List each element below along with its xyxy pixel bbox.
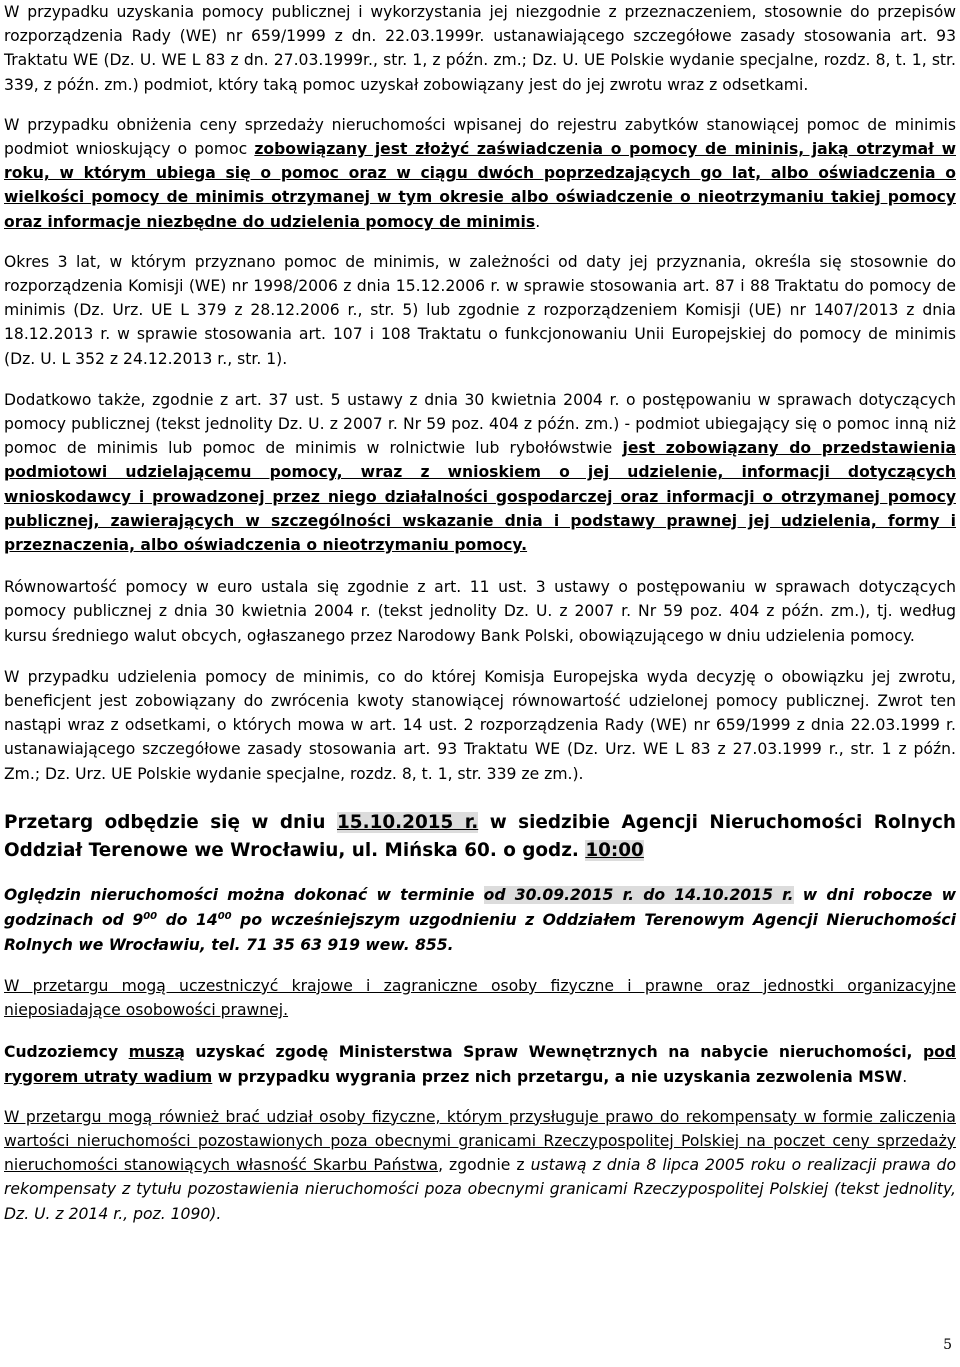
inspection-lead: Oględzin nieruchomości można dokonać w terminie [4, 885, 484, 904]
paragraph-de-minimis-certificate [4, 113, 956, 234]
inspection-dates: od 30.09.2015 r. do 14.10.2015 r. [483, 885, 794, 904]
auction-location: w siedzibie Agencji Nieruchomości Rolnych Oddział Terenowe we Wrocławiu, ul. Mińska 60. o godz. [4, 811, 956, 861]
text-e: w przypadku wygrania przez nich przetargu, a nie uzyskania zezwolenia MSW [212, 1067, 903, 1086]
paragraph-additional-obligation [4, 388, 956, 557]
inspection-sup-1: 00 [143, 910, 158, 922]
inspection-info [4, 883, 956, 958]
text-plain: , zgodnie z [438, 1156, 531, 1175]
text-emphasis: jest zobowiązany do przedstawienia podmiotowi udzielającemu pomocy, wraz z wnioskiem o jej udzielenie, informacji dotyczących wnioskodawcy i prowadzonej przez niego działalności gospodarczej oraz informacji o otrzymanej pomocy publicznej, zawierających w szczególności wskazanie dnia i podstawy prawnej jej udzielenia, formy i przeznaczenia, albo oświadczenia o nieotrzymaniu pomocy. [4, 439, 956, 555]
text-a: Cudzoziemcy [4, 1043, 129, 1062]
paragraph-three-year-period: Okres 3 lat, w którym przyznano pomoc de minimis, w zależności od daty jej przyznania, określa się stosownie do rozporządzenia Komisji (WE) nr 1998/2006 z dnia 15.12.2006 r. w sprawie stosowania art. 87 i 88 Traktatu do pomocy de minimis (Dz. Urz. UE L 379 z 28.12.2006 r., str. 5) lub zgodnie z rozporządzeniem Komisji (UE) nr 1407/2013 z dnia 18.12.2013 r. w sprawie stosowania art. 107 i 108 Traktatu o funkcjonowaniu Unii Europejskiej do pomocy de minimis (Dz. U. L 352 z 24.12.2013 r., str. 1). [4, 252, 956, 368]
page-number: 5 [943, 1337, 952, 1353]
paragraph-participants: W przetargu mogą uczestniczyć krajowe i zagraniczne osoby fizyczne i prawne oraz jednostki organizacyjne nieposiadające osobowości prawnej. [4, 976, 956, 1020]
text-underlined: W przetargu mogą również brać udział osoby fizyczne, którym przysługuje prawo do rekompensaty w formie zaliczenia wartości nieruchomości pozostawionych poza obecnymi granicami Rzeczypospolitej Polskiej na poczet ceny sprzedaży nieruchomości stanowiących własność Skarbu Państwa [4, 1107, 956, 1175]
text-f: . [902, 1067, 908, 1086]
text-italic: ustawą z dnia 8 lipca 2005 roku o realizacji prawa do rekompensaty z tytułu pozostawienia nieruchomości poza obecnymi granicami Rzeczypospolitej Polskiej (tekst jednolity, Dz. U. z 2014 r., poz. 1090). [4, 1156, 956, 1223]
inspection-sup-2: 00 [217, 910, 232, 922]
text-plain: Dodatkowo także, zgodnie z art. 37 ust. 5 ustawy z dnia 30 kwietnia 2004 r. o postępowaniu w sprawach dotyczących pomocy publicznej (tekst jednolity Dz. U. z 2007 r. Nr 59 poz. 404 z późn. zm.) - podmiot ubiegający się o pomoc inną niż pomoc de minimis lub pomoc de minimis w rolnictwie lub rybołówstwie [4, 390, 956, 458]
inspection-hours-b: do 14 [157, 910, 218, 929]
inspection-hours-a: w dni robocze w godzinach od 9 [4, 885, 956, 929]
auction-lead: Przetarg odbędzie się w dniu [4, 811, 337, 833]
text-emphasis: zobowiązany jest złożyć zaświadczenia o pomocy de mininis, jaką otrzymał w roku, w którym ubiega się o pomoc oraz w ciągu dwóch poprzedzających go lat, albo oświadczenia o wielkości pomocy de minimis otrzymanej w tym okresie albo oświadczenie o nieotrzymaniu takiej pomocy oraz informacje niezbędne do udzielenia pomocy de minimis [4, 140, 956, 231]
auction-time: 10:00 [585, 839, 644, 861]
text-c: uzyskać zgodę Ministerstwa Spraw Wewnętrznych na nabycie nieruchomości, [184, 1043, 923, 1062]
document-page [4, 0, 956, 1226]
auction-announcement [4, 809, 956, 865]
text-penalty: pod rygorem utraty wadium [4, 1043, 956, 1086]
paragraph-commission-decision: W przypadku udzielenia pomocy de minimis, co do której Komisja Europejska wyda decyzję o obowiązku jej zwrotu, beneficjent jest zobowiązany do zwrócenia kwoty stanowiącej równowartość udzielonej pomocy publicznej. Zwrot ten nastąpi wraz z odsetkami, o których mowa w art. 14 ust. 2 rozporządzenia Rady (WE) nr 659/1999 z dnia 22.03.1999 r. ustanawiającego szczegółowe zasady stosowania art. 93 Traktatu WE (Dz. Urz. WE L 83 z 27.03.1999 r., str. 1 z późn. Zm.; Dz. Urz. UE Polskie wydanie specjalne, rozdz. 8, t. 1, str. 339 ze zm.). [4, 667, 956, 783]
paragraph-foreigners [4, 1040, 956, 1088]
inspection-contact: po wcześniejszym uzgodnieniu z Oddziałem Terenowym Agencji Nieruchomości Rolnych we Wrocławiu, tel. 71 35 63 919 wew. 855. [4, 910, 957, 954]
text-must: muszą [128, 1043, 185, 1062]
paragraph-compensation [4, 1105, 956, 1226]
paragraph-repayment: W przypadku uzyskania pomocy publicznej i wykorzystania jej niezgodnie z przeznaczeniem, stosownie do przepisów rozporządzenia Rady (WE) nr 659/1999 z dn. 22.03.1999r. ustanawiającego szczegółowe zasady stosowania art. 93 Traktatu WE (Dz. U. WE L 83 z dn. 27.03.1999r., str. 1, z późn. zm.; Dz. U. UE Polskie wydanie specjalne, rozdz. 8, t. 1, str. 339, z późn. zm.) podmiot, który taką pomoc uzyskał zobowiązany jest do jej zwrotu wraz z odsetkami. [4, 3, 956, 94]
paragraph-euro-equivalent: Równowartość pomocy w euro ustala się zgodnie z art. 11 ust. 3 ustawy o postępowaniu w sprawach dotyczących pomocy publicznej z dnia 30 kwietnia 2004 r. (tekst jednolity Dz. U. z 2007 r. Nr 59 poz. 404 z późn. zm.), tj. według kursu średniego walut obcych, ogłaszanego przez Narodowy Bank Polski, obowiązującego w dniu udzielenia pomocy. [4, 578, 956, 645]
auction-date: 15.10.2015 r. [336, 811, 479, 833]
text-plain: W przypadku obniżenia ceny sprzedaży nieruchomości wpisanej do rejestru zabytków stanowiącej pomoc de minimis podmiot wnioskujący o pomoc [4, 115, 956, 159]
text-end: . [535, 212, 541, 231]
